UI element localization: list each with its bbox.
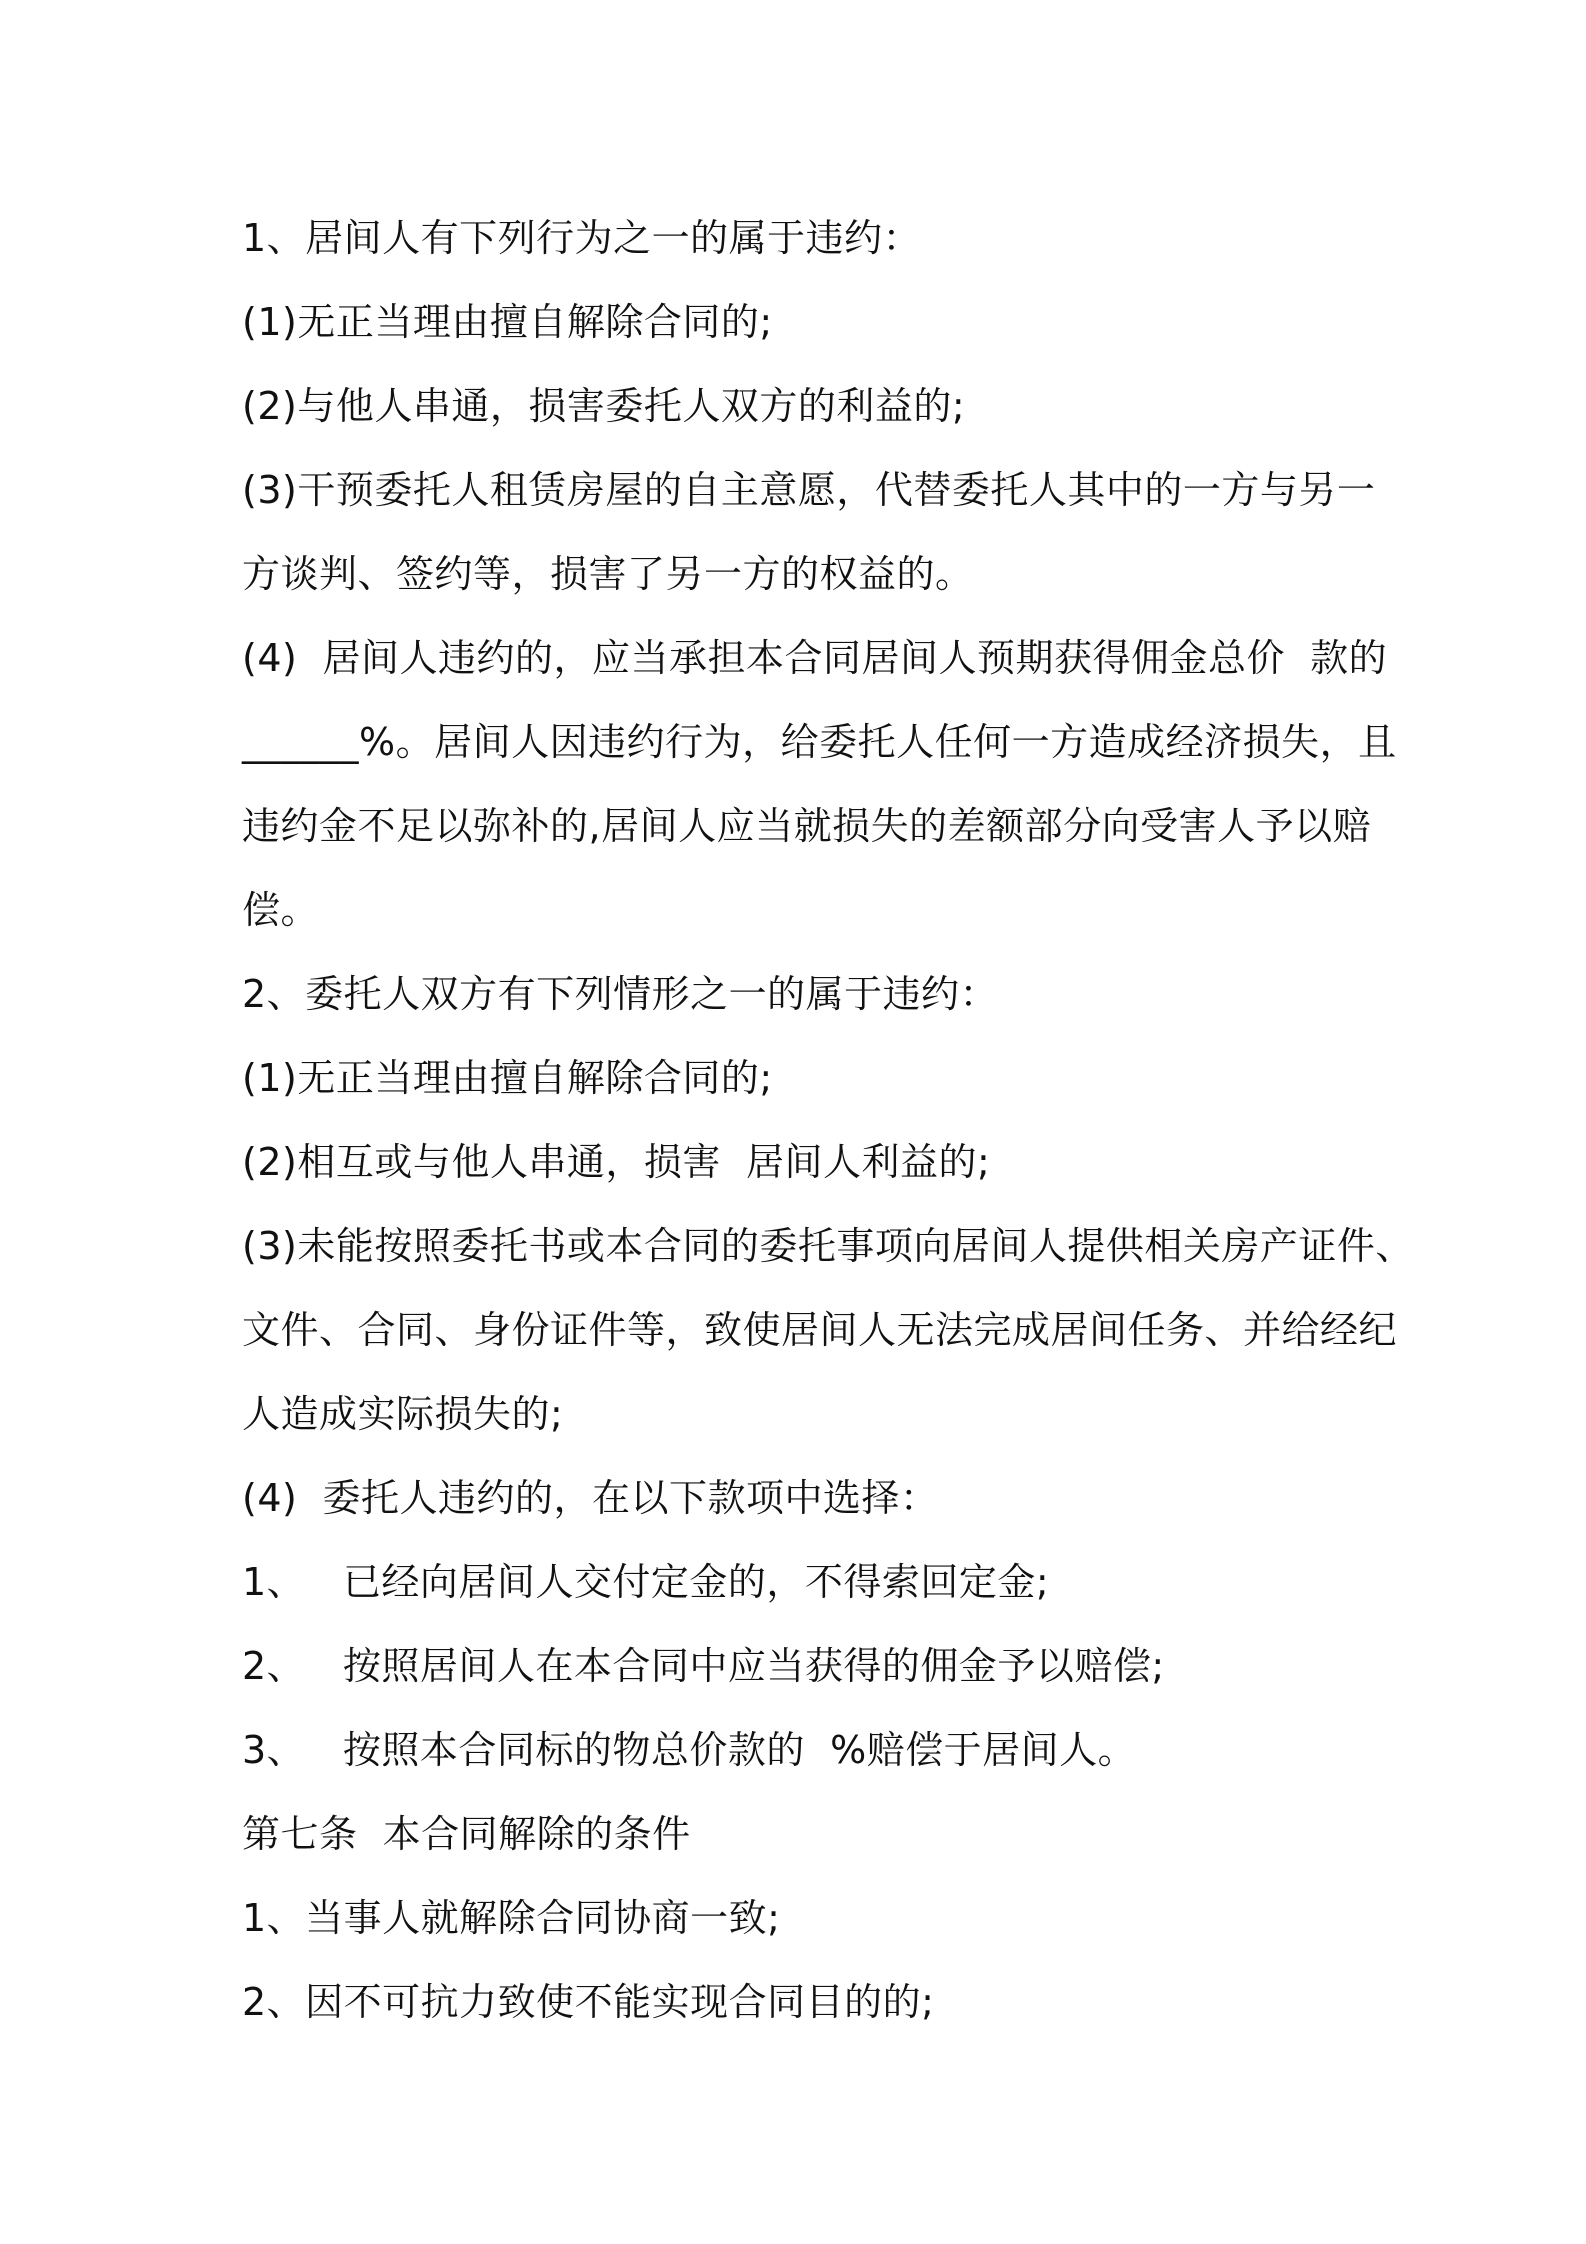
document-body [242,196,1414,2044]
text-line: (3)未能按照委托书或本合同的委托事项向居间人提供相关房产证件、 [242,1224,1414,1268]
text-line: ______%。居间人因违约行为，给委托人任何一方造成经济损失，且 [242,720,1397,764]
text-line: 1、居间人有下列行为之一的属于违约： [242,216,922,260]
text-line: 偿。 [242,888,320,932]
text-line: 文件、合同、身份证件等，致使居间人无法完成居间任务、并给经纪 [242,1308,1398,1352]
section-heading: 第七条 本合同解除的条件 [242,1812,691,1856]
text-line: (3)干预委托人租赁房屋的自主意愿，代替委托人其中的一方与另一 [242,468,1376,512]
text-line: (1)无正当理由擅自解除合同的; [242,300,773,344]
text-line: (2)相互或与他人串通，损害 居间人利益的; [242,1140,991,1184]
text-line: 1、当事人就解除合同协商一致; [242,1896,781,1940]
text-line: (2)与他人串通，损害委托人双方的利益的; [242,384,966,428]
text-line: (4) 委托人违约的，在以下款项中选择： [242,1476,939,1520]
text-line: (1)无正当理由擅自解除合同的; [242,1056,773,1100]
text-line: (4) 居间人违约的，应当承担本合同居间人预期获得佣金总价 款的 [242,636,1388,680]
text-line: 2、 按照居间人在本合同中应当获得的佣金予以赔偿; [242,1644,1165,1688]
text-line: 1、 已经向居间人交付定金的，不得索回定金; [242,1560,1050,1604]
text-line: 方谈判、签约等，损害了另一方的权益的。 [242,552,974,596]
text-line: 3、 按照本合同标的物总价款的 %赔偿于居间人。 [242,1728,1137,1772]
text-line: 人造成实际损失的; [242,1392,564,1436]
text-line: 2、委托人双方有下列情形之一的属于违约： [242,972,999,1016]
text-line: 2、因不可抗力致使不能实现合同目的的; [242,1980,935,2024]
text-line: 违约金不足以弥补的,居间人应当就损失的差额部分向受害人予以赔 [242,804,1372,848]
